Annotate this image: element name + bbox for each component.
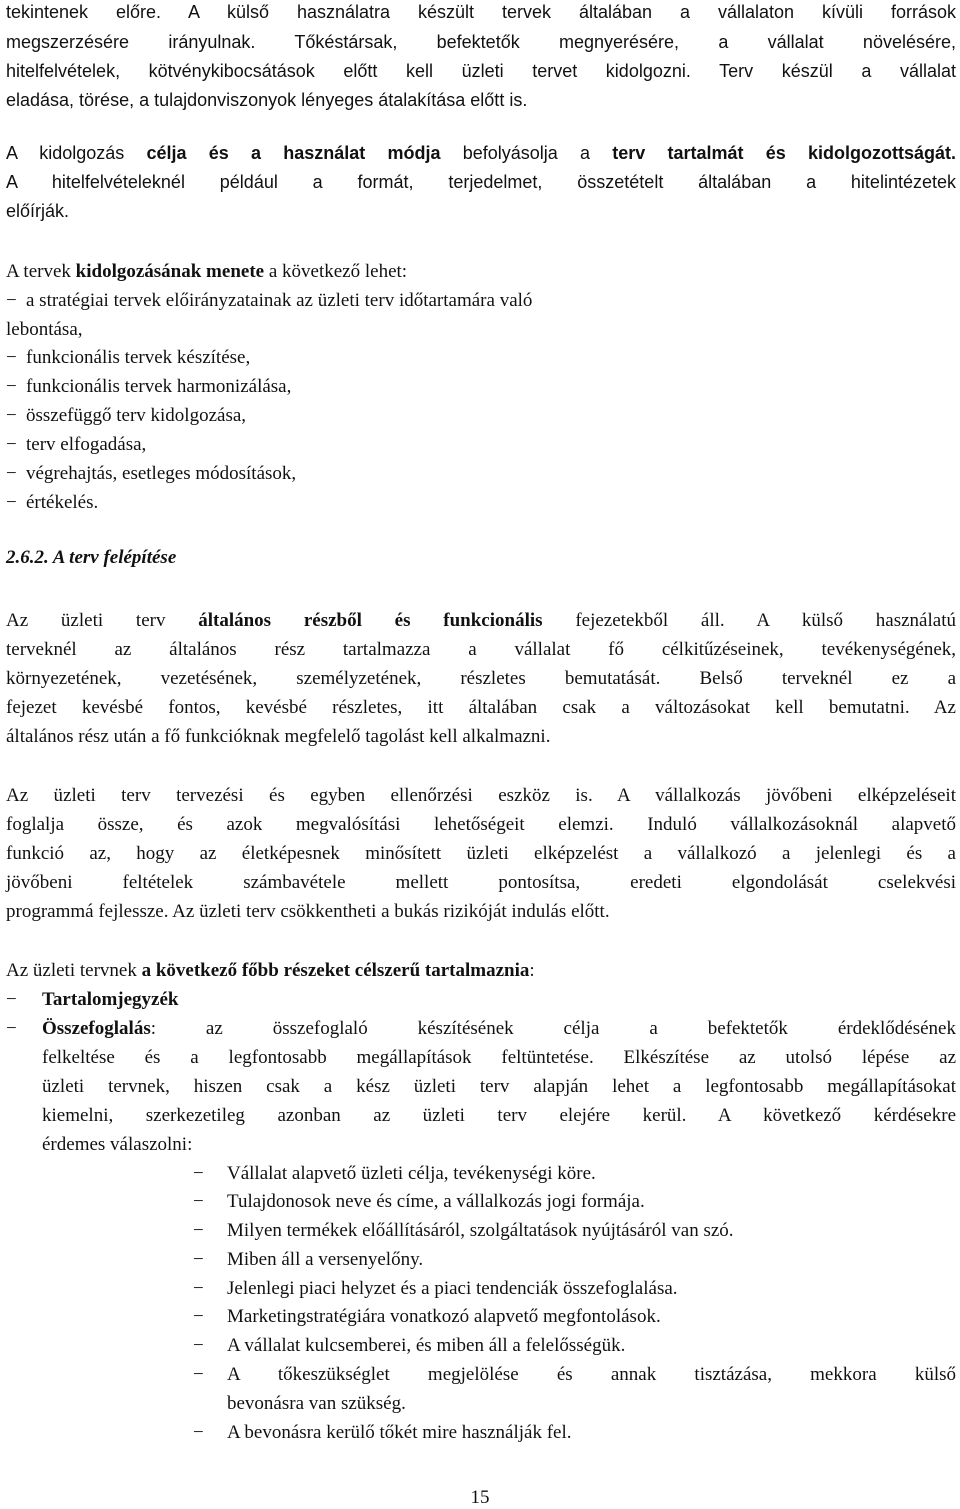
paragraph-4-line-5: általános rész után a fő funkcióknak megfelelő tagolást kell alkalmazni. — [6, 726, 551, 747]
paragraph-5-line-2: foglalja össze, és azok megvalósítási lehetőségeit elemzi. Induló vállalkozásoknál alapvető — [6, 814, 956, 835]
item-text: funkcionális tervek harmonizálása, — [26, 376, 292, 397]
paragraph-2-line-1 — [6, 141, 956, 165]
text-span: Az üzleti terv — [6, 610, 199, 631]
item-text: Miben áll a versenyelőny. — [227, 1249, 424, 1270]
paragraph-5-line-3: funkció az, hogy az életképesnek minősített üzleti elképzelést a vállalkozó a jelenlegi és a — [6, 843, 956, 864]
item-text: Milyen termékek előállításáról, szolgáltatások nyújtásáról van szó. — [227, 1220, 734, 1241]
paragraph-4-line-3: környezetének, vezetésének, személyzetének, részletes bemutatását. Belső terveknél ez a — [6, 668, 956, 689]
summary-line-2: felkeltése és a legfontosabb megállapítások feltüntetése. Elkészítése az utolsó lépése az — [42, 1047, 956, 1068]
dash-bullet: − — [193, 1220, 204, 1241]
question-item — [193, 1162, 956, 1186]
process-item — [6, 404, 956, 428]
question-item — [193, 1190, 956, 1214]
process-item — [6, 375, 956, 399]
paragraph-5-line-4: jövőbeni feltételek számbavétele mellett pontosítsa, eredeti elgondolását cselekvési — [6, 872, 956, 893]
item-text: A tőkeszükséglet megjelölése és annak tisztázása, mekkora külső — [227, 1364, 956, 1385]
text-span: Az üzleti tervnek — [6, 960, 142, 981]
item-text: Marketingstratégiára vonatkozó alapvető megfontolások. — [227, 1306, 661, 1327]
dash-bullet: − — [6, 290, 17, 311]
page-number: 15 — [470, 1487, 490, 1508]
dash-bullet: − — [6, 1018, 17, 1039]
question-item — [193, 1277, 956, 1301]
paragraph-5-line-5: programmá fejlessze. Az üzleti terv csökkentheti a bukás rizikóját indulás előtt. — [6, 901, 610, 922]
parts-item-toc — [6, 988, 956, 1012]
process-item — [6, 433, 956, 457]
item-text: összefüggő terv kidolgozása, — [26, 405, 247, 426]
dash-bullet: − — [6, 434, 17, 455]
paragraph-1-line-3: hitelfelvételek, kötvénykibocsátások előtt kell üzleti tervet kidolgozni. Terv készül a vállalat — [6, 61, 956, 81]
question-item — [193, 1334, 956, 1358]
text-span: A kidolgozás — [6, 143, 147, 163]
item-text: A vállalat kulcsemberei, és miben áll a felelősségük. — [227, 1335, 626, 1356]
item-text: A bevonásra kerülő tőkét mire használják fel. — [227, 1422, 572, 1443]
item-text: Jelenlegi piaci helyzet és a piaci tendenciák összefoglalása. — [227, 1278, 678, 1299]
paragraph-2-line-2: A hitelfelvételeknél például a formát, terjedelmet, összetételt általában a hitelintézetek — [6, 172, 956, 192]
paragraph-1-line-2: megszerzésére irányulnak. Tőkéstársak, befektetők megnyerésére, a vállalat növelésére, — [6, 32, 956, 52]
dash-bullet: − — [6, 463, 17, 484]
section-heading: 2.6.2. A terv felépítése — [6, 547, 177, 568]
process-intro — [6, 260, 956, 284]
text-span: A tervek — [6, 261, 76, 282]
process-item-continuation: lebontása, — [6, 319, 83, 340]
item-text: végrehajtás, esetleges módosítások, — [26, 463, 297, 484]
text-span: befolyásolja a — [440, 143, 613, 163]
paragraph-1-line-1: tekintenek előre. A külső használatra készült tervek általában a vállalaton kívüli források — [6, 2, 956, 22]
item-text: Vállalat alapvető üzleti célja, tevékenységi köre. — [227, 1163, 596, 1184]
text-span: a következő lehet: — [264, 261, 408, 282]
paragraph-4-line-4: fejezet kevésbé fontos, kevésbé részletes, itt általában csak a változásokat kell bemutatni. Az — [6, 697, 956, 718]
item-text: funkcionális tervek készítése, — [26, 347, 251, 368]
text-span: fejezetekből áll. A külső használatú — [542, 610, 956, 631]
dash-bullet: − — [193, 1163, 204, 1184]
item-text: terv elfogadása, — [26, 434, 147, 455]
summary-line-3: üzleti tervnek, hiszen csak a kész üzleti terv alapján lehet a legfontosabb megállapításokat — [42, 1076, 956, 1097]
bold-span: terv tartalmát és kidolgozottságát. — [612, 143, 956, 163]
dash-bullet: − — [193, 1306, 204, 1327]
paragraph-4-line-2: terveknél az általános rész tartalmazza a vállalat fő célkitűzéseinek, tevékenységének, — [6, 639, 956, 660]
dash-bullet: − — [193, 1249, 204, 1270]
dash-bullet: − — [6, 376, 17, 397]
text-span: : — [529, 960, 535, 981]
question-item — [193, 1219, 956, 1243]
dash-bullet: − — [193, 1191, 204, 1212]
process-item — [6, 491, 956, 515]
dash-bullet: − — [193, 1335, 204, 1356]
paragraph-2-line-3: előírják. — [6, 201, 70, 221]
dash-bullet: − — [6, 347, 17, 368]
bold-span: célja és a használat módja — [146, 143, 441, 163]
item-text: értékelés. — [26, 492, 99, 513]
dash-bullet: − — [193, 1364, 204, 1385]
process-item — [6, 346, 956, 370]
question-item — [193, 1305, 956, 1329]
item-label: Összefoglalás — [42, 1018, 151, 1039]
dash-bullet: − — [6, 492, 17, 513]
bold-span: általános részből és funkcionális — [198, 610, 543, 631]
dash-bullet: − — [193, 1422, 204, 1443]
bold-span: a következő főbb részeket célszerű tartalmaznia — [141, 960, 530, 981]
dash-bullet: − — [6, 405, 17, 426]
process-item — [6, 289, 956, 313]
paragraph-4-line-1 — [6, 609, 956, 633]
question-item — [193, 1363, 956, 1387]
parts-intro — [6, 959, 956, 983]
paragraph-1-line-4: eladása, törése, a tulajdonviszonyok lényeges átalakítása előtt is. — [6, 90, 528, 110]
summary-line-5: érdemes válaszolni: — [42, 1134, 193, 1155]
parts-item-summary — [6, 1017, 956, 1041]
process-item — [6, 462, 956, 486]
question-item-continuation: bevonásra van szükség. — [227, 1393, 406, 1414]
question-item — [193, 1421, 956, 1445]
item-text: Tartalomjegyzék — [42, 989, 179, 1010]
paragraph-5-line-1: Az üzleti terv tervezési és egyben ellenőrzési eszköz is. A vállalkozás jövőbeni elképzeléseit — [6, 785, 956, 806]
summary-line-4: kiemelni, szerkezetileg azonban az üzleti terv elejére kerül. A következő kérdésekre — [42, 1105, 956, 1126]
bold-span: kidolgozásának menete — [75, 261, 265, 282]
question-item — [193, 1248, 956, 1272]
item-text: : az összefoglaló készítésének célja a befektetők érdeklődésének — [150, 1018, 956, 1039]
dash-bullet: − — [193, 1278, 204, 1299]
item-text: a stratégiai tervek előirányzatainak az üzleti terv időtartamára való — [26, 290, 533, 311]
item-text: Tulajdonosok neve és címe, a vállalkozás jogi formája. — [227, 1191, 645, 1212]
document-page — [6, 0, 956, 1509]
dash-bullet: − — [6, 989, 17, 1010]
